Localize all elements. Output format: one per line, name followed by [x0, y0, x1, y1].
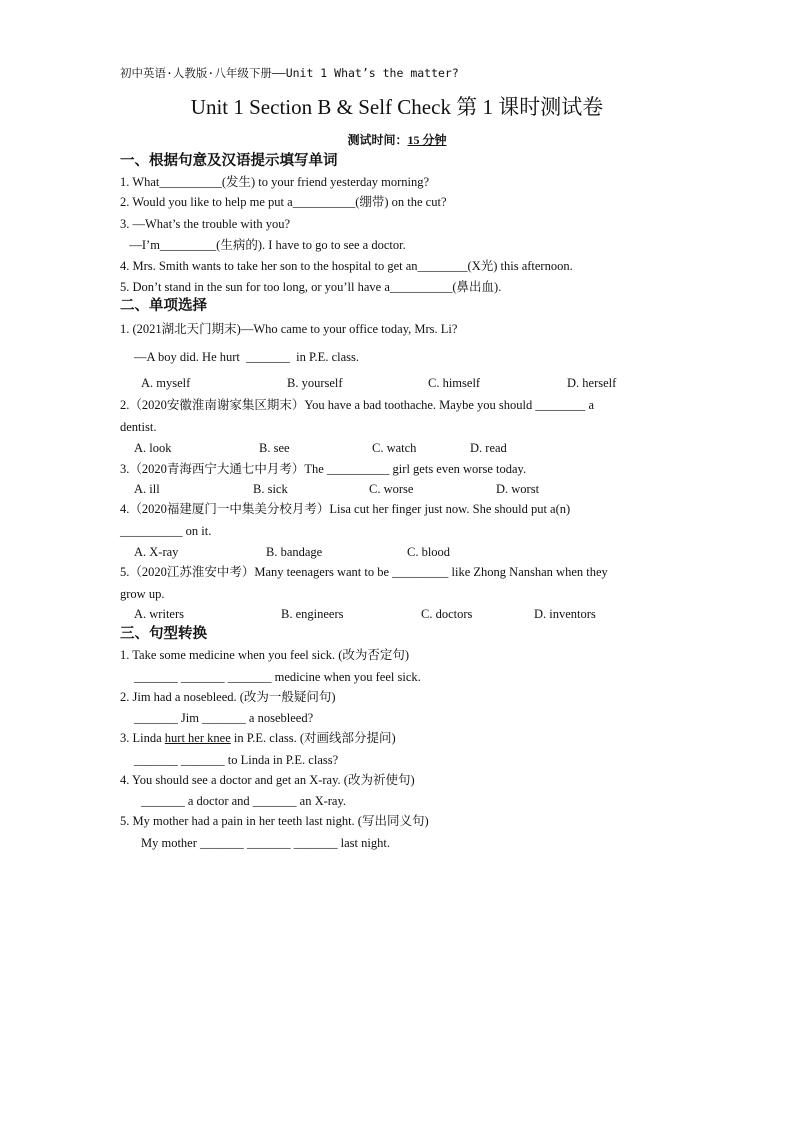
s1-question-3-reply: —I’m_________(生病的). I have to go to see a doctor. — [120, 238, 406, 252]
s2-q3-option-b: B. sick — [253, 482, 288, 496]
s2-question-5-cont: grow up. — [120, 587, 165, 601]
s1-question-5: 5. Don’t stand in the sun for too long, or you’ll have a__________(鼻出血). — [120, 280, 502, 294]
s2-question-4: 4.（2020福建厦门一中集美分校月考）Lisa cut her finger just now. She should put a(n) — [120, 502, 571, 516]
section-1-heading: 一、根据句意及汉语提示填写单词 — [120, 153, 338, 169]
s3-question-1-answer: _______ _______ _______ medicine when you feel sick. — [134, 670, 421, 684]
s2-q4-option-c: C. blood — [407, 545, 451, 559]
s3-q3-post: in P.E. class. (对画线部分提问) — [230, 731, 396, 745]
section-2-heading: 二、单项选择 — [120, 298, 207, 314]
s2-q2-option-c: C. watch — [372, 441, 417, 455]
s2-q1-option-a: A. myself — [141, 376, 191, 390]
s1-question-3: 3. —What’s the trouble with you? — [120, 217, 291, 231]
s2-q5-option-c: C. doctors — [421, 607, 473, 621]
s1-question-4: 4. Mrs. Smith wants to take her son to the hospital to get an________(X光) this afternoon. — [120, 259, 573, 273]
s2-q1-option-b: B. yourself — [287, 376, 343, 390]
section-3-heading: 三、句型转换 — [120, 626, 207, 642]
s2-q2-option-a: A. look — [134, 441, 172, 455]
test-time-value: 15 分钟 — [407, 133, 447, 147]
s1-question-1: 1. What__________(发生) to your friend yesterday morning? — [120, 175, 430, 189]
test-time — [0, 132, 794, 148]
s1-question-2: 2. Would you like to help me put a__________(绷带) on the cut? — [120, 195, 447, 209]
s2-question-2: 2.（2020安徽淮南谢家集区期末）You have a bad toothache. Maybe you should ________ a — [120, 398, 595, 412]
test-time-label: 测试时间： — [347, 133, 408, 147]
s2-q3-option-c: C. worse — [369, 482, 414, 496]
s2-q1-option-d: D. herself — [567, 376, 617, 390]
s3-question-2: 2. Jim had a nosebleed. (改为一般疑问句) — [120, 690, 336, 704]
s2-q5-option-b: B. engineers — [281, 607, 344, 621]
s2-q3-option-d: D. worst — [496, 482, 540, 496]
s2-q2-option-b: B. see — [259, 441, 290, 455]
s2-q4-option-b: B. bandage — [266, 545, 323, 559]
s2-q2-option-d: D. read — [470, 441, 507, 455]
s3-question-2-answer: _______ Jim _______ a nosebleed? — [134, 711, 314, 725]
s2-question-2-cont: dentist. — [120, 420, 157, 434]
s3-question-3 — [120, 730, 396, 746]
s3-q3-pre: 3. Linda — [120, 731, 165, 745]
s2-question-3: 3.（2020青海西宁大通七中月考）The __________ girl gets even worse today. — [120, 462, 527, 476]
s3-q3-underlined: hurt her knee — [164, 731, 231, 745]
s2-q5-option-d: D. inventors — [534, 607, 596, 621]
s2-question-1: 1. (2021湖北天门期末)—Who came to your office today, Mrs. Li? — [120, 322, 458, 336]
s2-q5-option-a: A. writers — [134, 607, 184, 621]
s2-q3-option-a: A. ill — [134, 482, 160, 496]
s3-question-1: 1. Take some medicine when you feel sick. (改为否定句) — [120, 648, 410, 662]
s2-question-1-reply: —A boy did. He hurt _______ in P.E. class. — [134, 350, 359, 364]
s2-question-5: 5.（2020江苏淮安中考）Many teenagers want to be _________ like Zhong Nanshan when they — [120, 565, 608, 579]
s3-question-4: 4. You should see a doctor and get an X-ray. (改为祈使句) — [120, 773, 415, 787]
s2-question-4-cont: __________ on it. — [120, 524, 212, 538]
s3-question-4-answer: _______ a doctor and _______ an X-ray. — [141, 794, 347, 808]
s3-question-5-answer: My mother _______ _______ _______ last night. — [141, 836, 390, 850]
s3-question-3-answer: _______ _______ to Linda in P.E. class? — [134, 753, 339, 767]
page-title: Unit 1 Section B & Self Check 第 1 课时测试卷 — [190, 95, 604, 119]
page-header: 初中英语·人教版·八年级下册——Unit 1 What’s the matter? — [120, 66, 459, 80]
s2-q1-option-c: C. himself — [428, 376, 481, 390]
s3-question-5: 5. My mother had a pain in her teeth last night. (写出同义句) — [120, 814, 429, 828]
s2-q4-option-a: A. X-ray — [134, 545, 179, 559]
